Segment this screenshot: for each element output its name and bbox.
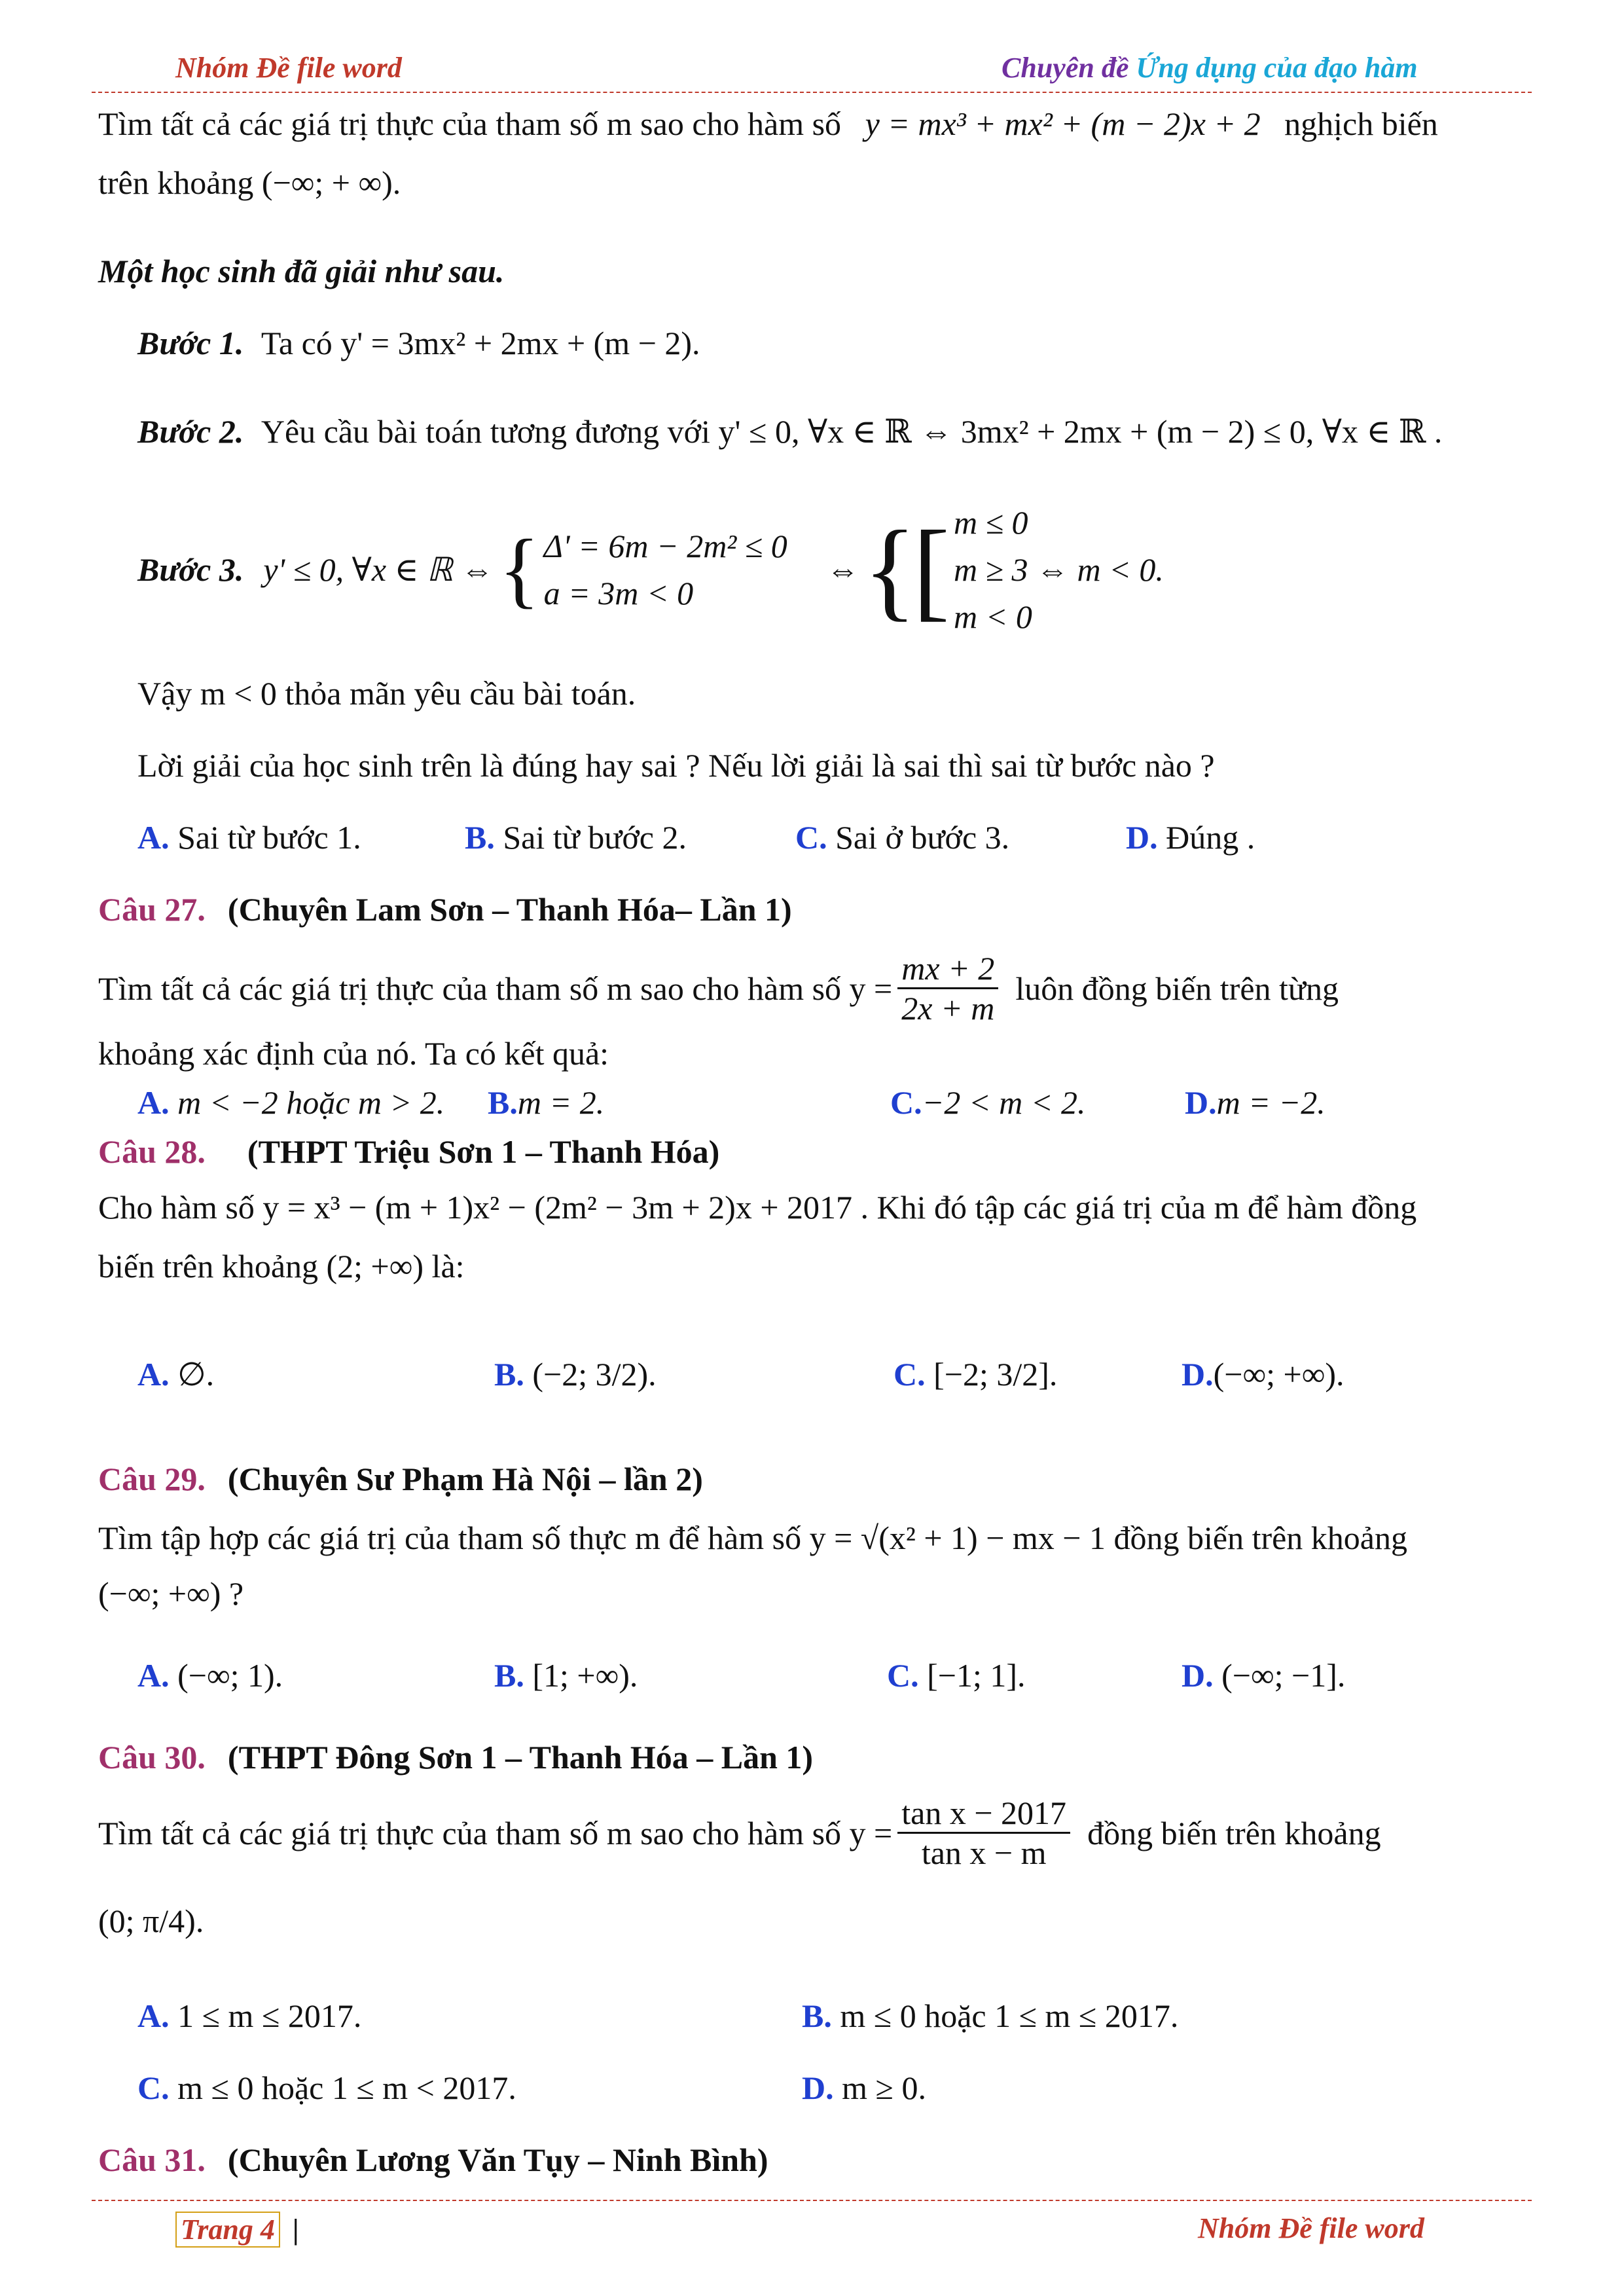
q27-fraction [897, 949, 998, 1027]
step1-text: Ta có y' = 3mx² + 2mx + (m − 2). [261, 325, 700, 361]
step2-text: Yêu cầu bài toán tương đương với y' ≤ 0, ∀x ∈ ℝ ⇔ 3mx² + 2mx + (m − 2) ≤ 0, ∀x ∈ ℝ . [261, 413, 1443, 450]
intro-option-a: A. Sai từ bước 1. [137, 819, 361, 856]
intro-line1-formula: y = mx³ + mx² + (m − 2)x + 2 [865, 105, 1261, 142]
q29-option-a: A. (−∞; 1). [137, 1657, 283, 1694]
q30-line1 [98, 1794, 1381, 1872]
footer-right: Nhóm Đề file word [1198, 2212, 1424, 2244]
intro-option-b: B. Sai từ bước 2. [465, 819, 687, 856]
step3-brace-1: { [499, 522, 540, 617]
step3 [137, 498, 1164, 642]
q27-option-d: D.m = −2. [1185, 1084, 1326, 1121]
q27-frac-num: mx + 2 [897, 949, 998, 989]
header-right-topic: Ứng dụng của đạo hàm [1136, 52, 1418, 84]
q28-source: (THPT Triệu Sơn 1 – Thanh Hóa) [247, 1133, 720, 1170]
q29-line1: Tìm tập hợp các giá trị của tham số thực m để hàm số y = √(x² + 1) − mx − 1 đồng biến trên khoảng [98, 1520, 1407, 1556]
q30-text-before: Tìm tất cả các giá trị thực của tham số m sao cho hàm số y = [98, 1814, 893, 1851]
q31-source: (Chuyên Lương Văn Tụy – Ninh Bình) [227, 2141, 768, 2178]
q27-text-before: Tìm tất cả các giá trị thực của tham số m sao cho hàm số y = [98, 970, 893, 1007]
footer-rule [92, 2200, 1532, 2201]
q28-line2: biến trên khoảng (2; +∞) là: [98, 1248, 465, 1285]
q28-option-a: A. ∅. [137, 1356, 215, 1393]
q30-option-c: C. m ≤ 0 hoặc 1 ≤ m < 2017. [137, 2069, 516, 2106]
q28-heading [98, 1133, 719, 1171]
step1 [137, 324, 700, 362]
q29-source: (Chuyên Sư Phạm Hà Nội – lần 2) [227, 1461, 703, 1497]
q30-fraction [897, 1794, 1070, 1872]
q29-option-b: B. [1; +∞). [494, 1657, 638, 1694]
q27-option-a: A. m < −2 hoặc m > 2. [137, 1084, 445, 1121]
question: Lời giải của học sinh trên là đúng hay sai ? Nếu lời giải là sai thì sai từ bước nào ? [137, 747, 1215, 784]
q29-heading [98, 1460, 703, 1498]
step3-cases [954, 499, 1164, 640]
footer-left [175, 2212, 299, 2248]
step1-label: Bước 1. [137, 325, 244, 361]
intro-option-c: C. Sai ở bước 3. [795, 819, 1010, 856]
q27-source: (Chuyên Lam Sơn – Thanh Hóa– Lần 1) [227, 891, 792, 928]
q28-option-c: C. [−2; 3/2]. [893, 1356, 1058, 1393]
step3-bracket: [ [912, 508, 950, 631]
q27-option-c: C.−2 < m < 2. [890, 1084, 1086, 1121]
q30-frac-den: tan x − m [921, 1834, 1047, 1871]
step3-case1: m ≤ 0 [953, 504, 1028, 541]
intro-line1-tail: nghịch biến [1284, 105, 1438, 142]
q27-option-b: B.m = 2. [488, 1084, 605, 1121]
step3-sys2: a = 3m < 0 [543, 575, 694, 611]
q30-label: Câu 30. [98, 1739, 206, 1776]
q30-text-after: đồng biến trên khoảng [1087, 1814, 1381, 1851]
header-left: Nhóm Đề file word [175, 52, 402, 84]
q27-line2: khoảng xác định của nó. Ta có kết quả: [98, 1035, 609, 1072]
q29-option-d: D. (−∞; −1]. [1182, 1657, 1346, 1694]
q28-label: Câu 28. [98, 1133, 206, 1170]
step3-brace-2: { [863, 508, 917, 631]
step3-sys1: Δ' = 6m − 2m² ≤ 0 [543, 528, 787, 564]
q29-option-c: C. [−1; 1]. [887, 1657, 1026, 1694]
step3-label: Bước 3. [137, 551, 244, 588]
q29-line2: (−∞; +∞) ? [98, 1575, 244, 1612]
q28-option-d: D.(−∞; +∞). [1182, 1356, 1344, 1393]
q28-option-b: B. (−2; 3/2). [494, 1356, 657, 1393]
intro-option-d: D. Đúng . [1126, 819, 1255, 856]
footer-page-number: 4 [260, 2214, 275, 2246]
step3-case2: m ≥ 3 ⇔ m < 0. [953, 551, 1164, 588]
q30-option-a: A. 1 ≤ m ≤ 2017. [137, 1997, 362, 2034]
step3-case3: m < 0 [953, 598, 1032, 635]
header-right-prefix: Chuyên đề [1001, 52, 1136, 84]
footer-page-box [175, 2212, 280, 2248]
q27-text-after: luôn đồng biến trên từng [1015, 970, 1339, 1007]
q27-line1 [98, 949, 1339, 1027]
footer-separator: | [292, 2214, 299, 2246]
step3-arrow: ⇔ [826, 551, 859, 588]
step3-system [544, 522, 787, 617]
q30-source: (THPT Đông Sơn 1 – Thanh Hóa – Lần 1) [227, 1739, 814, 1776]
q31-heading [98, 2141, 768, 2179]
q30-frac-num: tan x − 2017 [897, 1794, 1070, 1834]
intro-line2: trên khoảng (−∞; + ∞). [98, 164, 401, 201]
step3-lhs: y' ≤ 0, ∀x ∈ ℝ ⇔ [263, 551, 494, 588]
conclusion: Vậy m < 0 thỏa mãn yêu cầu bài toán. [137, 675, 636, 712]
q31-label: Câu 31. [98, 2141, 206, 2178]
intro-line1-text: Tìm tất cả các giá trị thực của tham số m sao cho hàm số [98, 105, 842, 142]
intro-line1 [98, 105, 1438, 143]
header-right [1001, 51, 1418, 84]
q30-option-d: D. m ≥ 0. [802, 2069, 926, 2106]
q30-option-b: B. m ≤ 0 hoặc 1 ≤ m ≤ 2017. [802, 1997, 1179, 2034]
q29-label: Câu 29. [98, 1461, 206, 1497]
header-rule [92, 92, 1532, 93]
q30-heading [98, 1738, 813, 1776]
q27-heading [98, 890, 792, 928]
footer-page-prefix: Trang [181, 2214, 253, 2246]
step2-label: Bước 2. [137, 413, 244, 450]
student-heading: Một học sinh đã giải như sau. [98, 253, 505, 289]
step2 [137, 412, 1442, 450]
q27-frac-den: 2x + m [901, 990, 995, 1027]
q27-label: Câu 27. [98, 891, 206, 928]
q28-line1: Cho hàm số y = x³ − (m + 1)x² − (2m² − 3m + 2)x + 2017 . Khi đó tập các giá trị của m để hàm đồng [98, 1189, 1417, 1226]
q30-interval: (0; π/4). [98, 1903, 204, 1939]
